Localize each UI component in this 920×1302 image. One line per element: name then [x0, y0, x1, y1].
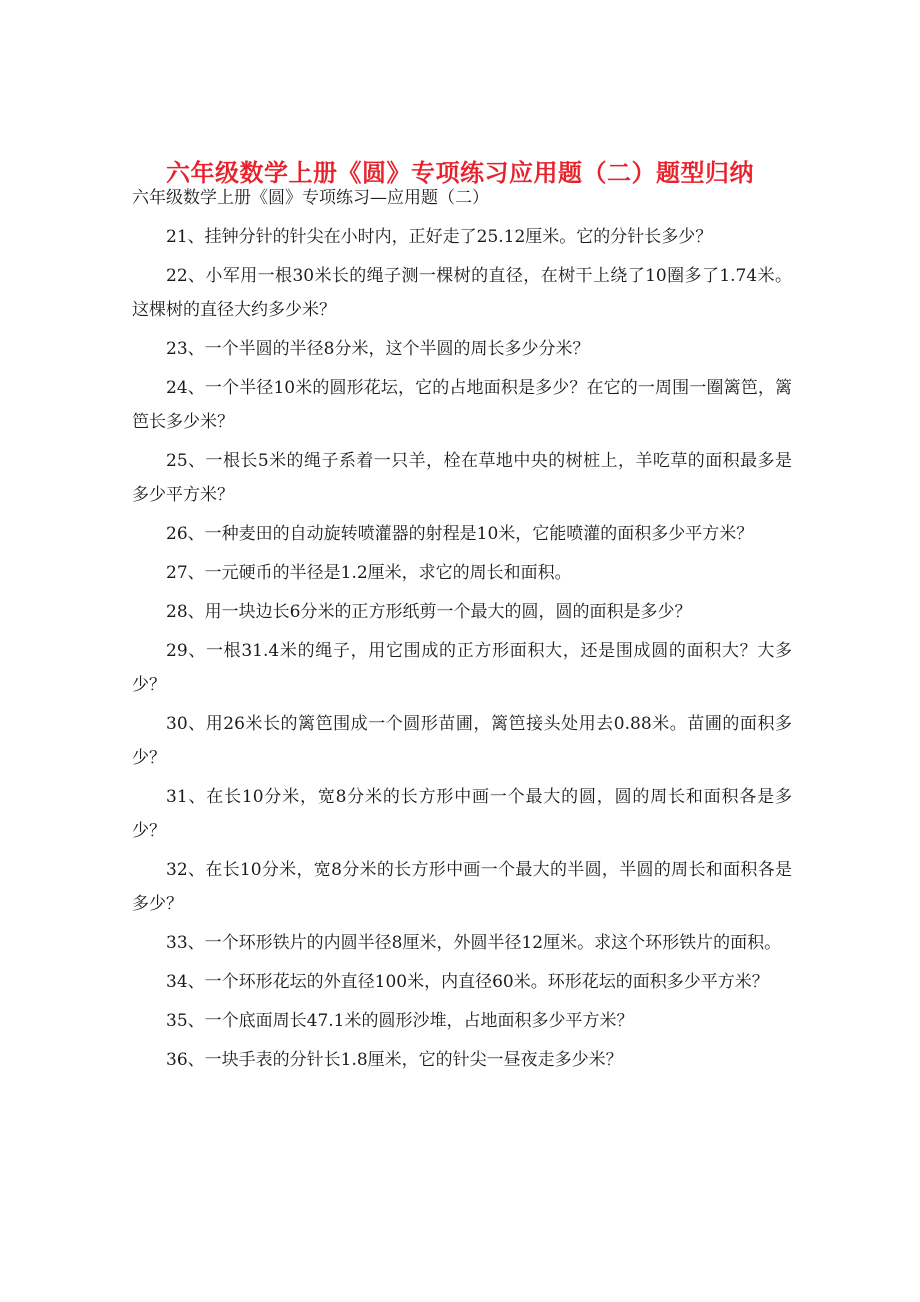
question-32: 32、在长10分米，宽8分米的长方形中画一个最大的半圆，半圆的周长和面积各是多少？: [132, 860, 792, 914]
question-35: 35、一个底面周长47.1米的圆形沙堆，占地面积多少平方米？: [166, 1011, 634, 1031]
question-24: 24、一个半径10米的圆形花坛，它的占地面积是多少？在它的一周围一圈篱笆，篱笆长多少米？: [132, 378, 792, 432]
question-23: 23、一个半圆的半径8分米，这个半圆的周长多少分米？: [166, 339, 590, 359]
question-34: 34、一个环形花坛的外直径100米，内直径60米。环形花坛的面积多少平方米？: [166, 972, 769, 992]
question-26: 26、一种麦田的自动旋转喷灌器的射程是10米，它能喷灌的面积多少平方米？: [166, 524, 754, 544]
question-29: 29、一根31.4米的绳子，用它围成的正方形面积大，还是围成圆的面积大？大多少？: [132, 641, 792, 695]
question-22: 22、小军用一根30米长的绳子测一棵树的直径，在树干上绕了10圈多了1.74米。这棵树的直径大约多少米？: [132, 266, 792, 320]
question-21: 21、挂钟分针的针尖在小时内，正好走了25.12厘米。它的分针长多少？: [166, 227, 713, 247]
question-25: 25、一根长5米的绳子系着一只羊，栓在草地中央的树桩上，羊吃草的面积最多是多少平方米？: [132, 451, 792, 505]
question-36: 36、一块手表的分针长1.8厘米，它的针尖一昼夜走多少米？: [166, 1050, 623, 1070]
document-title: 六年级数学上册《圆》专项练习应用题（二）题型归纳: [166, 158, 754, 188]
question-31: 31、在长10分米，宽8分米的长方形中画一个最大的圆，圆的周长和面积各是多少？: [132, 787, 792, 841]
question-28: 28、用一块边长6分米的正方形纸剪一个最大的圆，圆的面积是多少？: [166, 602, 692, 622]
question-30: 30、用26米长的篱笆围成一个圆形苗圃，篱笆接头处用去0.88米。苗圃的面积多少？: [132, 714, 792, 768]
question-27: 27、一元硬币的半径是1.2厘米，求它的周长和面积。: [166, 563, 572, 583]
question-33: 33、一个环形铁片的内圆半径8厘米，外圆半径12厘米。求这个环形铁片的面积。: [166, 933, 782, 953]
question-list: [132, 220, 792, 1082]
document-subtitle: 六年级数学上册《圆》专项练习—应用题（二）: [132, 188, 489, 208]
